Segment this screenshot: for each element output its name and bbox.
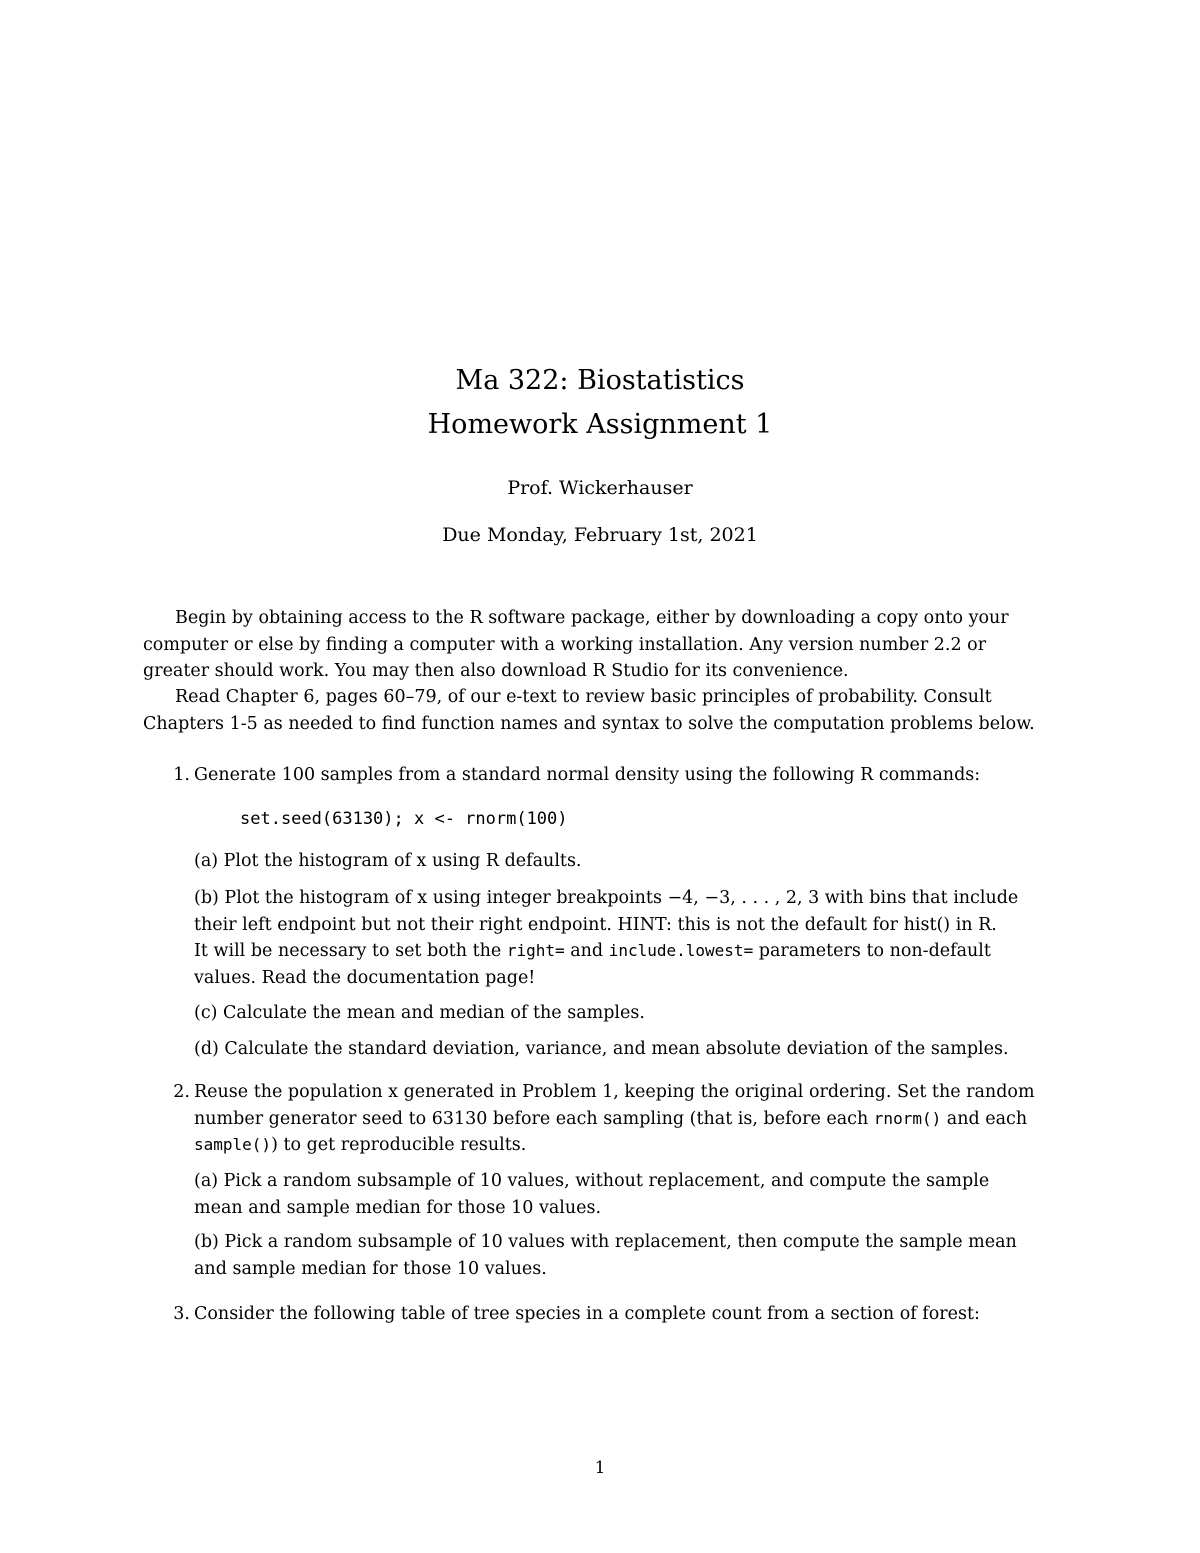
- problem-2-part-a-line-2: mean and sample median for those 10 values.: [194, 1197, 602, 1218]
- code-sample: sample(): [194, 1135, 272, 1154]
- problem-2-line-2-post: and each: [941, 1108, 1028, 1129]
- part-b-line-4: values. Read the documentation page!: [194, 967, 536, 988]
- part-b-line-3: [194, 938, 1060, 965]
- intro-p1-line-2: computer or else by finding a computer with a working installation. Any version number 2.2 or: [143, 634, 987, 655]
- problem-1-part-c: (c) Calculate the mean and median of the samples.: [194, 1003, 645, 1023]
- problem-3-number: 3.: [173, 1304, 190, 1324]
- intro-paragraph-1: [143, 605, 1060, 685]
- part-b-line-3-post: parameters to non-default: [753, 941, 991, 961]
- part-b-line-3-pre: It will be necessary to set both the: [194, 941, 507, 961]
- problem-2-line-3-post: ) to get reproducible results.: [271, 1135, 527, 1155]
- problem-3-text: Consider the following table of tree species in a complete count from a section of forest:: [194, 1304, 980, 1324]
- problem-1-part-d: (d) Calculate the standard deviation, variance, and mean absolute deviation of the samples.: [194, 1039, 1009, 1059]
- intro-p1-line-3: greater should work. You may then also download R Studio for its convenience.: [143, 661, 849, 681]
- problem-2-part-a-line-1: (a) Pick a random subsample of 10 values, without replacement, and compute the sample: [194, 1171, 990, 1191]
- problem-1-part-b: [194, 885, 1060, 991]
- problem-1-part-a: (a) Plot the histogram of x using R defaults.: [194, 851, 582, 871]
- problem-1-number: 1.: [173, 765, 190, 785]
- problem-1-text: Generate 100 samples from a standard normal density using the following R commands:: [194, 765, 981, 785]
- problem-2-number: 2.: [173, 1082, 190, 1102]
- course-title: Ma 322: Biostatistics: [455, 365, 745, 396]
- part-b-line-2: their left endpoint but not their right endpoint. HINT: this is not the default for hist() in R.: [194, 914, 997, 935]
- intro-p1-line-1: Begin by obtaining access to the R software package, either by downloading a copy onto your: [175, 608, 1009, 628]
- problem-2-part-b: [194, 1229, 1060, 1282]
- part-b-line-1: (b) Plot the histogram of x using integer breakpoints −4, −3, . . . , 2, 3 with bins that include: [194, 888, 1019, 908]
- problem-2-part-b-line-1: (b) Pick a random subsample of 10 values with replacement, then compute the sample mean: [194, 1232, 1017, 1252]
- professor-name: Prof. Wickerhauser: [507, 477, 693, 499]
- part-b-line-3-mid: and: [564, 941, 609, 961]
- problem-2-part-a: [194, 1168, 1060, 1221]
- problem-2-line-1: Reuse the population x generated in Problem 1, keeping the original ordering. Set the random: [194, 1082, 1035, 1102]
- problem-2-line-2: [194, 1106, 1060, 1133]
- assignment-title: Homework Assignment 1: [427, 409, 773, 440]
- code-rnorm: rnorm(): [873, 1108, 942, 1128]
- code-include-lowest-param: include.lowest=: [608, 941, 754, 960]
- problem-2-line-2-pre: number generator seed to 63130 before each sampling (that is, before each: [194, 1108, 874, 1129]
- problem-2-text: [194, 1079, 1060, 1159]
- intro-p2-line-1: Read Chapter 6, pages 60–79, of our e-text to review basic principles of probability. Consult: [175, 687, 992, 707]
- intro-p2-line-2: Chapters 1-5 as needed to find function names and syntax to solve the computation problems below.: [143, 713, 1035, 734]
- page-number: 1: [594, 1458, 606, 1478]
- problem-2-part-b-line-2: and sample median for those 10 values.: [194, 1258, 547, 1279]
- due-date: Due Monday, February 1st, 2021: [442, 524, 758, 546]
- intro-paragraph-2: [143, 684, 1060, 737]
- code-right-param: right=: [506, 941, 565, 960]
- problem-2-line-3: [194, 1132, 1060, 1159]
- problem-1-code: set.seed(63130); x <- rnorm(100): [240, 809, 568, 829]
